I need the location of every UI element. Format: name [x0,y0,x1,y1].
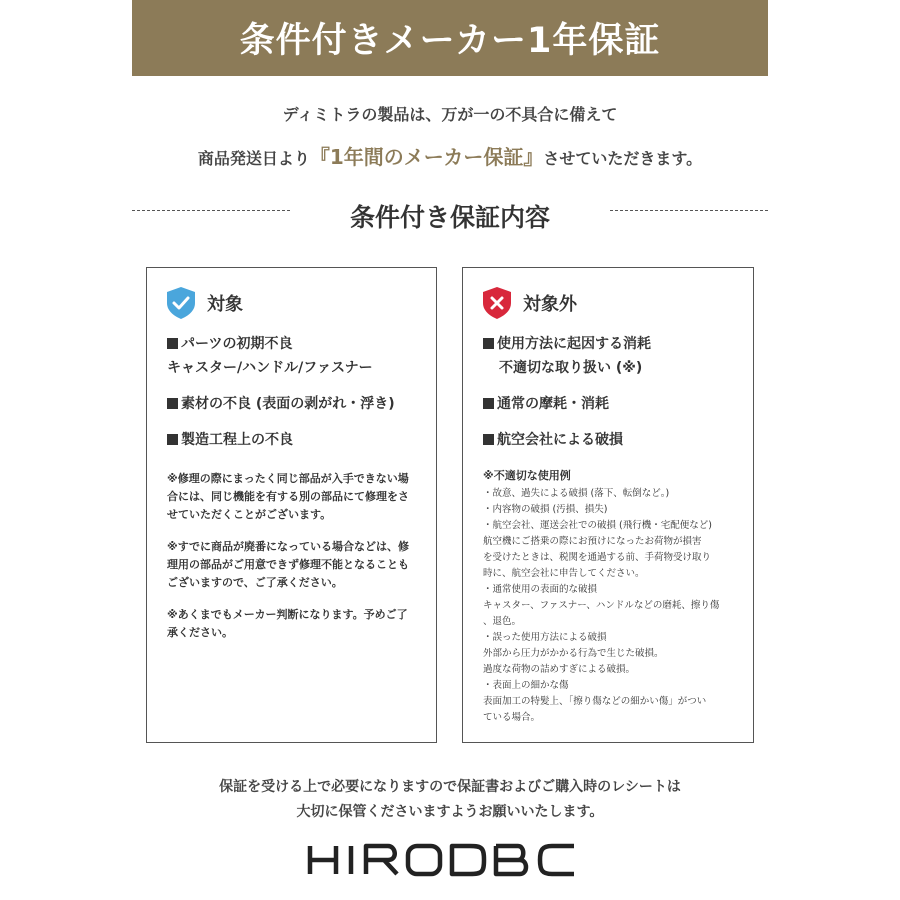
bullet-square-icon [483,398,494,409]
not-covered-header [481,286,577,320]
not-covered-item: 航空会社による破損 [483,428,747,452]
footer-line-2: 大切に保管くださいますようお願いいたします。 [296,804,604,820]
example-item: ・故意、過失による破損 (落下、転倒など。) [483,488,670,499]
example-item: ・表面上の細かな傷 表面加工の特髪上、「擦り傷などの細かい傷」がつい ている場合。 [483,680,707,723]
intro-line-2-after: させていただきます。 [543,149,703,168]
covered-header [165,286,243,320]
intro-line-2 [0,141,900,170]
intro-line-1: ディミトラの製品は、万が一の不具合に備えて [282,105,618,124]
covered-item: 素材の不良 (表面の剥がれ・浮き) [167,392,430,416]
bullet-square-icon [167,338,178,349]
not-covered-item-sub: 不適切な取り扱い (※) [499,360,643,376]
example-item: ・内容物の破損 (汚損、損失) [483,504,608,515]
section-header [132,198,768,234]
not-covered-title: 対象外 [523,294,577,315]
not-covered-item: 使用方法に起因する消耗 [483,332,747,356]
covered-title: 対象 [207,294,243,315]
page-title: 条件付きメーカー1年保証 [239,21,661,61]
covered-note: ※修理の際にまったく同じ部品が入手できない場合には、同じ機能を有する別の部品にて修理をさせていただくことがございます。 [167,472,409,521]
bullet-square-icon [483,338,494,349]
example-item: ・誤った使用方法による破損 外部から圧力がかかる行為で生じた破損。 過度な荷物の詰めすぎによる破損。 [483,632,664,675]
example-item: ・通常使用の表面的な破損 キャスター、ファスナー、ハンドルなどの磨耗、擦り傷 、退色。 [483,584,720,627]
brand-logo [306,842,594,878]
shield-check-icon [165,286,197,320]
not-covered-item: 通常の摩耗・消耗 [483,392,747,416]
covered-box [146,267,437,743]
covered-item: 製造工程上の不良 [167,428,430,452]
shield-cross-icon [481,286,513,320]
warranty-highlight: 『1年間のメーカー保証』 [309,145,544,169]
title-banner [132,0,768,76]
dashed-divider-right [610,210,768,211]
not-covered-box [462,267,754,743]
bullet-square-icon [483,434,494,445]
example-item: ・航空会社、運送会社での破損 (飛行機・宅配便など) 航空機にご搭乗の際にお預けになったお荷物が損害 を受けたときは、税関を通過する前、手荷物受け取り 時に、航空会社に申告してください。 [483,520,712,579]
footer-line-1: 保証を受ける上で必要になりますので保証書およびご購入時のレシートは [219,779,681,795]
not-covered-items [483,332,747,726]
section-title: 条件付き保証内容 [349,203,550,232]
covered-item: パーツの初期不良 [167,332,430,356]
covered-note: ※すでに商品が廃番になっている場合などは、修理用の部品がご用意できず修理不能となることもございますので、ご了承ください。 [167,540,410,589]
examples-title: ※不適切な使用例 [483,469,571,482]
covered-items [167,332,430,642]
bullet-square-icon [167,434,178,445]
covered-note: ※あくまでもメーカー判断になります。予めご了承ください。 [167,608,408,639]
intro-line-2-before: 商品発送日より [197,149,310,168]
bullet-square-icon [167,398,178,409]
covered-item-sub: キャスター/ハンドル/ファスナー [167,360,373,376]
